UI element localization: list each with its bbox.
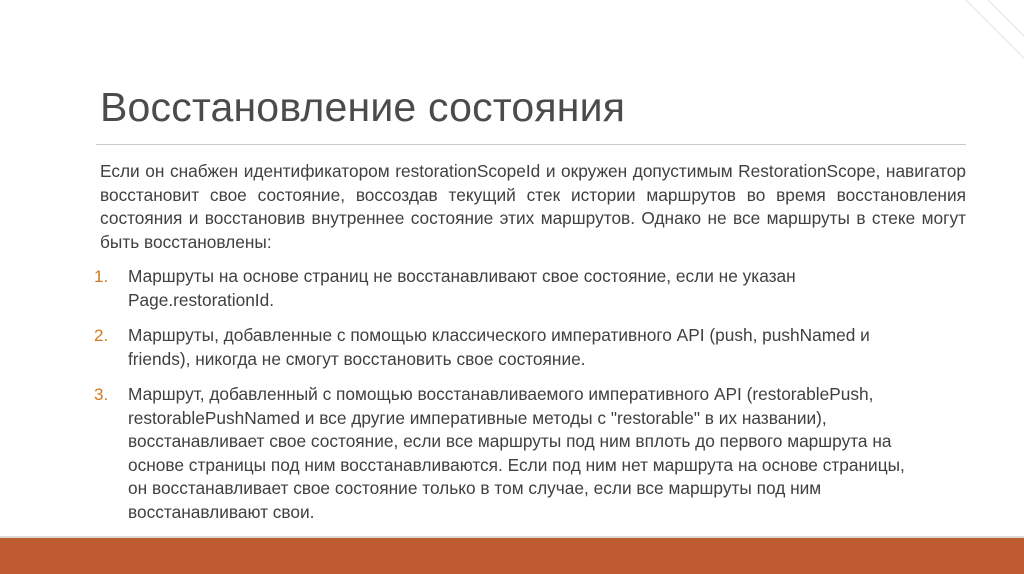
list-item-text: Маршруты, добавленные с помощью классического императивного API (push, pushNamed и friends), никогда не смогут восстановить свое состояние. [128,325,870,369]
list-item [88,265,968,312]
numbered-list [88,265,968,536]
corner-decoration [944,0,1024,80]
list-number: 3. [94,385,109,404]
intro-paragraph: Если он снабжен идентификатором restorationScopeId и окружен допустимым RestorationScope, навигатор восстановит свое состояние, воссоздав текущий стек истории маршрутов во время восстановления состояния и восстановив внутреннее состояние этих маршрутов. Однако не все маршруты в стеке могут быть восстановлены: [100,161,966,252]
footer-band [0,538,1024,574]
list-number: 2. [94,326,109,345]
title-divider [96,144,966,145]
list-number: 1. [94,267,109,286]
slide-title: Восстановление состояния [100,84,626,130]
list-item-text: Маршрут, добавленный с помощью восстанавливаемого императивного API (restorablePush, restorablePushNamed и все другие императивные методы с "restorable" в их названии), восстанавливает свое состояние, если все маршруты под ним вплоть до первого маршрута на основе страницы под ним восстанавливаются. Если под ним нет маршрута на основе страницы, он восстанавливает свое состояние только в том случае, если все маршруты под ним восстанавливают свои. [128,384,905,522]
list-item [88,324,968,371]
list-item-text: Маршруты на основе страниц не восстанавливают свое состояние, если не указан Page.restorationId. [128,266,796,310]
list-item [88,383,968,524]
